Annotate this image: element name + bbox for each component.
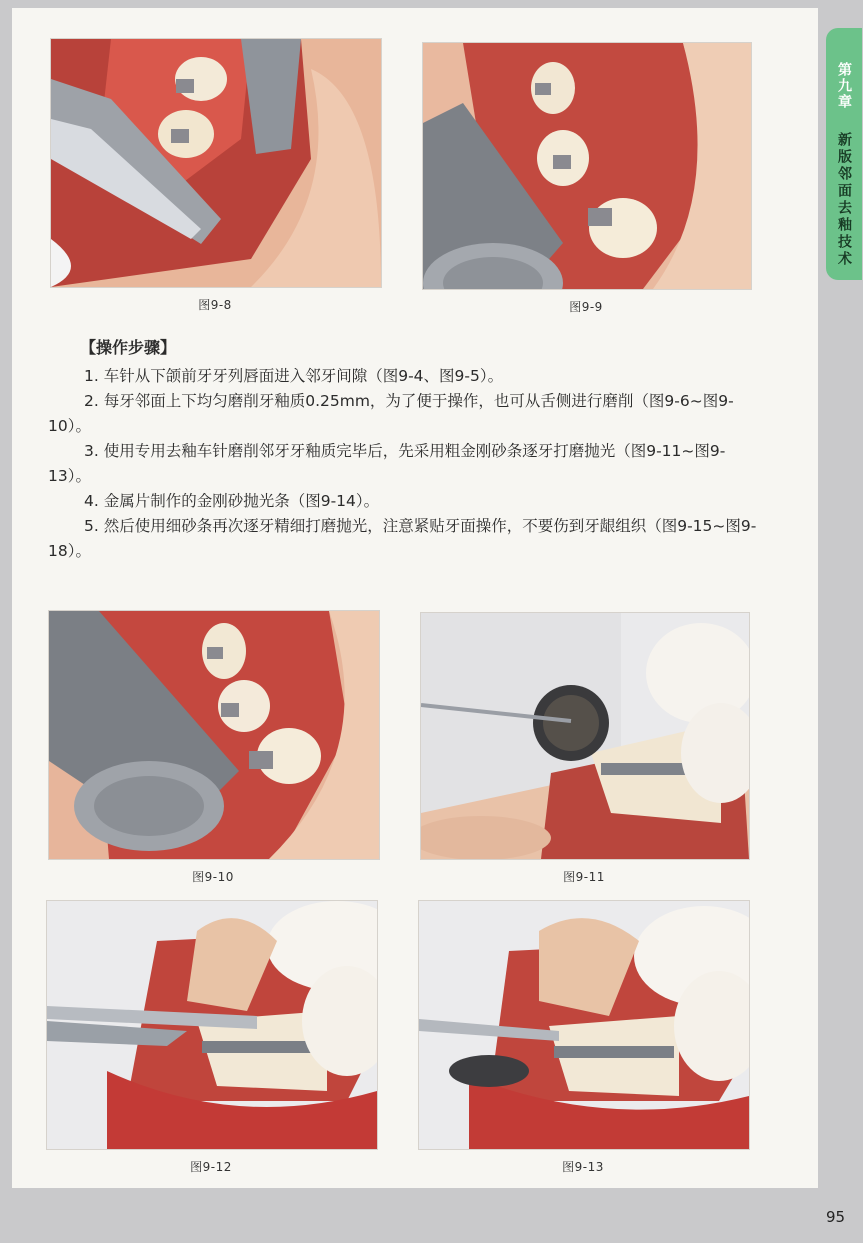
caption-fig-9-8: 图9-8 bbox=[198, 298, 232, 312]
caption-fig-9-10: 图9-10 bbox=[192, 870, 234, 884]
caption-fig-9-13: 图9-13 bbox=[562, 1160, 604, 1174]
step-3: 3. 使用专用去釉车针磨削邻牙牙釉质完毕后，先采用粗金刚砂条逐牙打磨抛光（图9-11~图9-13）。 bbox=[48, 442, 726, 485]
procedure-heading: 【操作步骤】 bbox=[80, 338, 177, 357]
photo-fig-9-12 bbox=[46, 900, 378, 1150]
photo-fig-9-10 bbox=[48, 610, 380, 860]
caption-fig-9-9: 图9-9 bbox=[569, 300, 603, 314]
photo-fig-9-9 bbox=[422, 42, 752, 290]
chapter-number: 第九章 bbox=[836, 62, 852, 110]
photo-fig-9-13 bbox=[418, 900, 750, 1150]
page-number: 95 bbox=[826, 1208, 846, 1226]
photo-fig-9-11 bbox=[420, 612, 750, 860]
chapter-tab bbox=[826, 28, 862, 280]
caption-fig-9-12: 图9-12 bbox=[190, 1160, 232, 1174]
step-5: 5. 然后使用细砂条再次逐牙精细打磨抛光，注意紧贴牙面操作，不要伤到牙龈组织（图9-15~图9-18）。 bbox=[48, 517, 757, 560]
procedure-section bbox=[48, 335, 760, 564]
chapter-title: 新版邻面去釉技术 bbox=[836, 132, 852, 268]
caption-fig-9-11: 图9-11 bbox=[563, 870, 605, 884]
photo-fig-9-8 bbox=[50, 38, 382, 288]
step-1: 1. 车针从下颌前牙牙列唇面进入邻牙间隙（图9-4、图9-5）。 bbox=[84, 367, 504, 385]
step-2: 2. 每牙邻面上下均匀磨削牙釉质0.25mm，为了便于操作，也可从舌侧进行磨削（图9-6~图9-10）。 bbox=[48, 392, 734, 435]
step-4: 4. 金属片制作的金刚砂抛光条（图9-14）。 bbox=[84, 492, 380, 510]
